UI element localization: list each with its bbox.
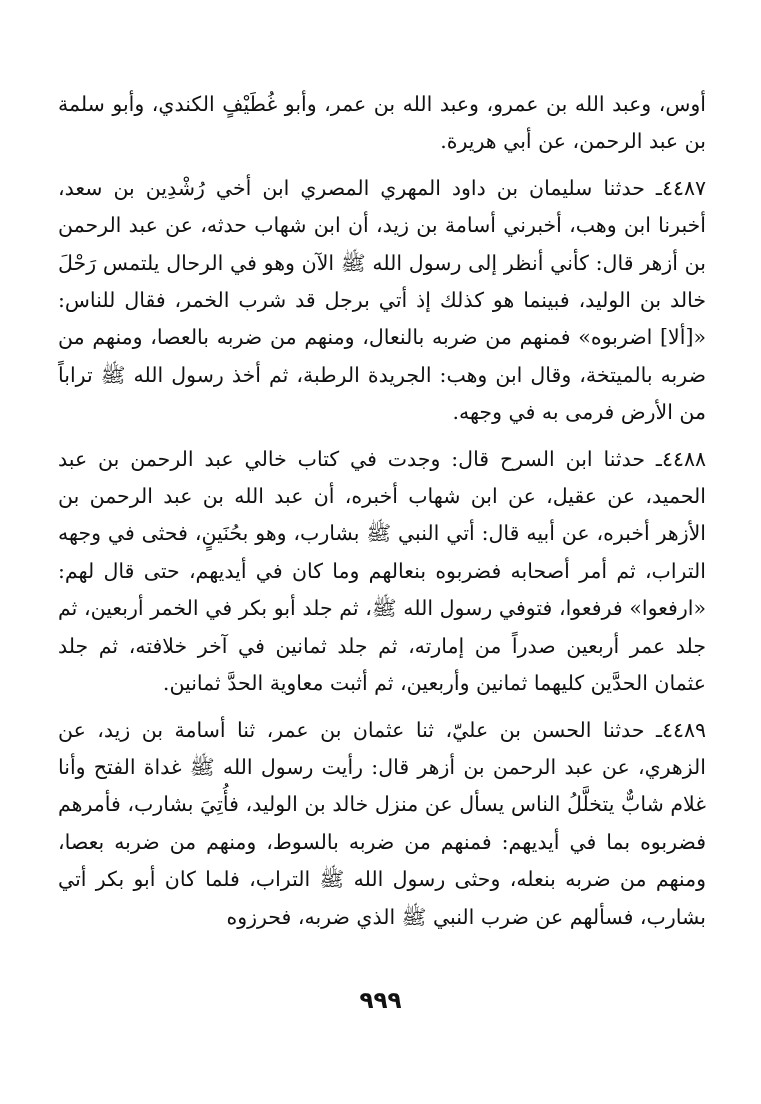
- page-body: [58, 86, 706, 936]
- hadith-4489: ٤٤٨٩ـ حدثنا الحسن بن عليّ، ثنا عثمان بن عمر، ثنا أسامة بن زيد، عن الزهري، عن عبد الرحمن بن أزهر قال: رأيت رسول الله ﷺ غداة الفتح وأنا غلام شابٌّ يتخلَّلُ الناس يسأل عن منزل خالد بن الوليد، فأُتِيَ بشارب، فأمرهم فضربوه بما في أيديهم: فمنهم من ضربه بالسوط، ومنهم من ضربه بعصا، ومنهم من ضربه بنعله، وحثى رسول الله ﷺ التراب، فلما كان أبو بكر أتي بشارب، فسألهم عن ضرب النبي ﷺ الذي ضربه، فحرزوه: [58, 717, 706, 929]
- hadith-4487: ٤٤٨٧ـ حدثنا سليمان بن داود المهري المصري ابن أخي رُشْدِين بن سعد، أخبرنا ابن وهب، أخبرني أسامة بن زيد، أن ابن شهاب حدثه، عن عبد الرحمن بن أزهر قال: كأني أنظر إلى رسول الله ﷺ الآن وهو في الرحال يلتمس رَحْلَ خالد بن الوليد، فبينما هو كذلك إذ أتي برجل قد شرب الخمر، فقال للناس: «[ألا] اضربوه» فمنهم من ضربه بالنعال، ومنهم من ضربه بالعصا، ومنهم من ضربه بالميتخة، وقال ابن وهب: الجريدة الرطبة، ثم أخذ رسول الله ﷺ تراباً من الأرض فرمى به في وجهه.: [58, 175, 706, 425]
- paragraph-continuation: أوس، وعبد الله بن عمرو، وعبد الله بن عمر، وأبو غُطَيْفٍ الكندي، وأبو سلمة بن عبد الرحمن، عن أبي هريرة.: [58, 92, 706, 154]
- hadith-4488: ٤٤٨٨ـ حدثنا ابن السرح قال: وجدت في كتاب خالي عبد الرحمن بن عبد الحميد، عن عقيل، عن ابن شهاب أخبره، أن عبد الله بن عبد الرحمن بن الأزهر أخبره، عن أبيه قال: أتي النبي ﷺ بشارب، وهو بحُنَينٍ، فحثى في وجهه التراب، ثم أمر أصحابه فضربوه بنعالهم وما كان في أيديهم، حتى قال لهم: «ارفعوا» فرفعوا، فتوفي رسول الله ﷺ، ثم جلد أبو بكر في الخمر أربعين، ثم جلد عمر أربعين صدراً من إمارته، ثم جلد ثمانين في آخر خلافته، ثم جلد عثمان الحدَّين كليهما ثمانين وأربعين، ثم أثبت معاوية الحدَّ ثمانين.: [58, 446, 706, 696]
- page-number: ٩٩٩: [359, 988, 402, 1014]
